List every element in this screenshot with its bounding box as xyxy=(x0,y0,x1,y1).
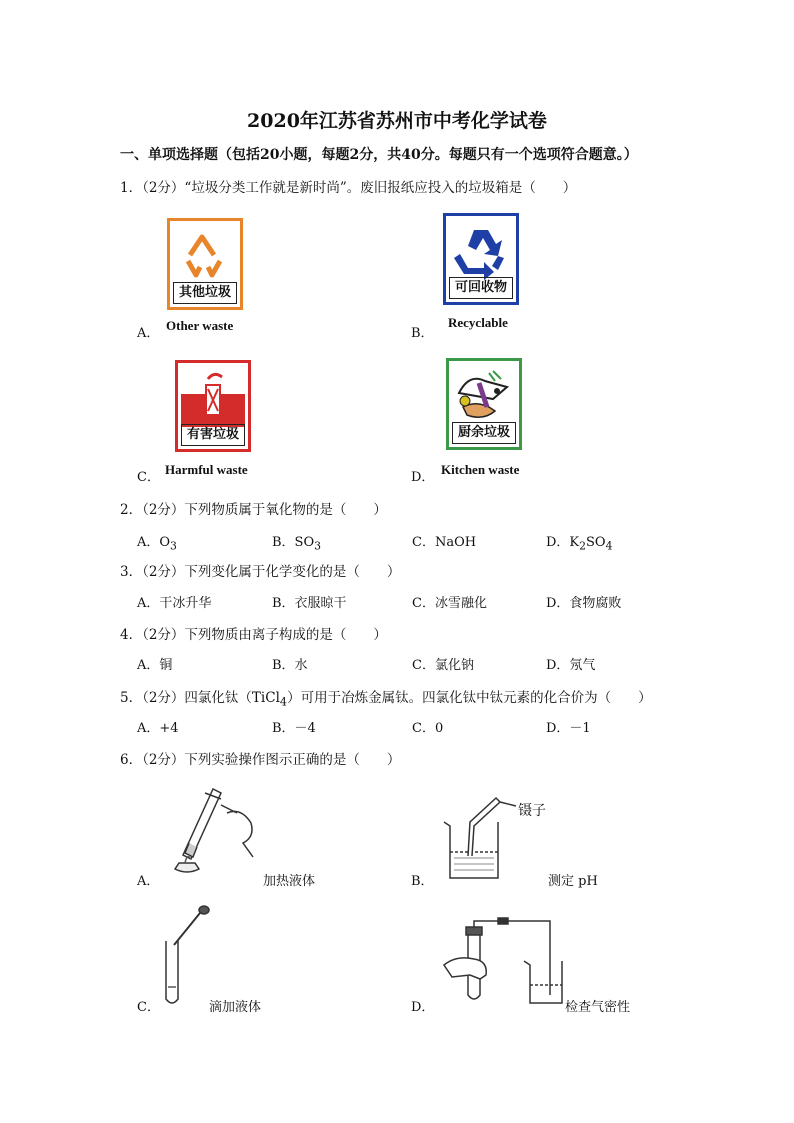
other-waste-sign: 其他垃圾 xyxy=(173,282,237,304)
q2-option-b-text: B．SO xyxy=(272,535,315,550)
option-a-letter: A． xyxy=(137,326,160,341)
question-2-stem: 2．（2分）下列物质属于氧化物的是（ ） xyxy=(120,502,387,518)
ph-test-diagram[interactable] xyxy=(440,792,520,884)
page-title: 2020年江苏省苏州市中考化学试卷 xyxy=(247,110,547,132)
food-scraps-icon xyxy=(449,363,519,425)
tweezers-label: 镊子 xyxy=(518,803,546,819)
harmful-waste-sign: 有害垃圾 xyxy=(181,424,245,446)
q6-option-d-caption: 检查气密性 xyxy=(565,1000,631,1015)
question-5-stem xyxy=(120,686,652,709)
q3-option-a[interactable]: A．干冰升华 xyxy=(137,596,212,611)
option-d-letter: D． xyxy=(411,470,435,485)
question-6-stem: 6．（2分）下列实验操作图示正确的是（ ） xyxy=(120,752,401,768)
q3-option-d[interactable]: D．食物腐败 xyxy=(546,596,622,611)
q6-option-c-caption: 滴加液体 xyxy=(209,1000,262,1015)
q4-option-a[interactable]: A．铜 xyxy=(137,658,173,673)
airtightness-check-diagram[interactable] xyxy=(440,915,570,1010)
section-heading: 一、单项选择题（包括20小题，每题2分，共40分。每题只有一个选项符合题意。） xyxy=(120,147,638,163)
q5-stem-post: ）可用于冶炼金属钛。四氯化钛中钛元素的化合价为（ ） xyxy=(287,690,652,706)
kitchen-waste-bin-image[interactable] xyxy=(446,358,522,450)
q2-option-a[interactable] xyxy=(137,531,177,553)
other-waste-bin-image[interactable] xyxy=(167,218,243,310)
q2-option-b[interactable] xyxy=(272,531,321,553)
kitchen-waste-sign: 厨余垃圾 xyxy=(452,422,516,444)
q6-option-b-caption: 测定 pH xyxy=(548,874,598,889)
battery-icon xyxy=(178,363,248,425)
option-c-letter: C． xyxy=(137,470,160,485)
recyclable-label: Recyclable xyxy=(448,315,508,330)
q6-option-a-letter: A． xyxy=(137,874,160,889)
q5-stem-sub: 4 xyxy=(279,695,288,709)
q2-option-d[interactable] xyxy=(546,531,613,553)
question-3-stem: 3．（2分）下列变化属于化学变化的是（ ） xyxy=(120,564,401,580)
q2-option-a-text: A．O xyxy=(137,535,171,550)
q2-option-d-text2: SO xyxy=(586,535,606,550)
harmful-waste-bin-image[interactable] xyxy=(175,360,251,452)
other-waste-label: Other waste xyxy=(166,318,234,333)
heating-liquid-diagram[interactable] xyxy=(155,783,265,883)
q4-option-c[interactable]: C．氯化钠 xyxy=(412,658,474,673)
other-waste-icon xyxy=(170,225,240,285)
q5-option-c[interactable]: C．0 xyxy=(412,721,444,736)
q6-option-c-letter: C． xyxy=(137,1000,160,1015)
q3-option-b[interactable]: B．衣服晾干 xyxy=(272,596,347,611)
q4-option-b[interactable]: B．水 xyxy=(272,658,308,673)
q2-option-d-sub1: 2 xyxy=(579,539,587,553)
q6-option-a-caption: 加热液体 xyxy=(263,874,316,889)
question-1-stem: 1．（2分）“垃圾分类工作就是新时尚”。废旧报纸应投入的垃圾箱是（ ） xyxy=(120,180,577,196)
harmful-waste-label: Harmful waste xyxy=(165,462,248,477)
q6-option-b-letter: B． xyxy=(411,874,434,889)
q4-option-d[interactable]: D．氖气 xyxy=(546,658,596,673)
option-b-letter: B． xyxy=(411,326,434,341)
dropping-liquid-diagram[interactable] xyxy=(160,905,220,1010)
q2-option-d-sub2: 4 xyxy=(605,539,613,553)
q5-option-d[interactable]: D．－1 xyxy=(546,721,591,736)
q5-option-b[interactable]: B．－4 xyxy=(272,721,316,736)
q2-option-d-text1: D．K xyxy=(546,535,580,550)
recycle-icon xyxy=(446,220,516,282)
kitchen-waste-label: Kitchen waste xyxy=(441,462,520,477)
q2-option-b-sub: 3 xyxy=(314,539,322,553)
q3-option-c[interactable]: C．冰雪融化 xyxy=(412,596,487,611)
question-4-stem: 4．（2分）下列物质由离子构成的是（ ） xyxy=(120,627,387,643)
q5-stem-pre: 5．（2分）四氯化钛（TiCl xyxy=(120,690,280,706)
recyclable-bin-image[interactable] xyxy=(443,213,519,305)
q6-option-d-letter: D． xyxy=(411,1000,435,1015)
recyclable-sign: 可回收物 xyxy=(449,277,513,299)
q2-option-a-sub: 3 xyxy=(170,539,177,553)
q2-option-c[interactable]: C．NaOH xyxy=(412,535,477,550)
q5-option-a[interactable]: A．+4 xyxy=(137,721,179,736)
